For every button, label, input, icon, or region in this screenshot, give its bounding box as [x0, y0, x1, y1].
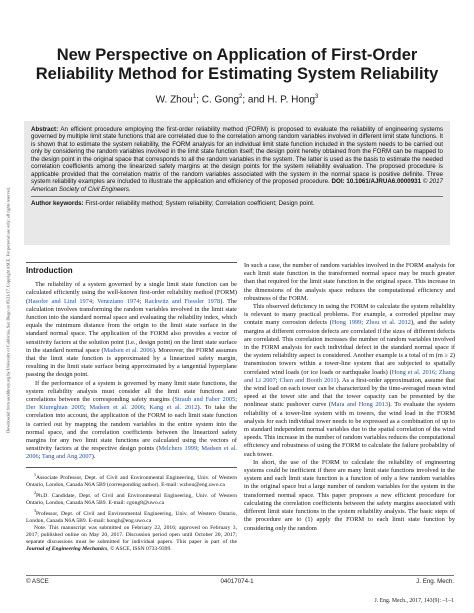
citation-link[interactable]: Chen and Booth 2011: [279, 376, 337, 384]
paragraph: If the performance of a system is governed by many limit state functions, the system reliability analysis must consider all the limit state functions and correlations between the corresponding safety margins (Straub and Faber 2005; Der Kiureghian 2005; Madsen et al. 2006; Kang et al. 2012). To take the correlation into account, the application of the FORM to each limit state function is carried out by mapping the random variables in the entire system into the normal space, and the correlation coefficients between the linearized safety margins for any two limit state functions are calculated using the vectors of sensitivity factors at the respective design points (Melchers 1999; Madsen et al. 2006; Tang and Ang 2007).: [26, 379, 237, 461]
citation-link[interactable]: Madsen et al. 2006: [89, 404, 144, 412]
citation-link[interactable]: Kang et al. 2012: [149, 404, 198, 412]
paragraph: In such a case, the number of random variables involved in the FORM analysis for each limit state function in the transformed normal space may be much greater than that required for the limit state function in the original space. This increase in the dimensions of the analysis space reduces the computational efficiency and robustness of the FORM.: [244, 262, 455, 302]
journal-name: Journal of Engineering Mechanics: [26, 546, 108, 553]
footnotes: [26, 467, 237, 554]
citation-link[interactable]: Zhou et al. 2012: [365, 319, 411, 327]
abstract-text: An efficient procedure employing the first-order reliability method (FORM) is proposed to evaluate the reliability of engineering systems governed by multiple limit state functions that are correlated due to the correlation among random variables involved in different limit state functions. It is shown that to estimate the system reliability, the FORM analysis for an individual limit state function included in the system needs to be carried out only by considering the random variables involved in the limit state function itself; the design point hereby obtained from the FORM can be mapped to the design point in the original space that corresponds to all the random variables in the system. The latter is used as the basis to estimate the needed correlation coefficients among the linearized safety margins at the design points for the system reliability evaluation. The proposed procedure is applicable provided that the correlation matrix of the random variables associated with the system in the normal space is positive definite. Three system reliability examples are included to illustrate the application and efficiency of the proposed procedure.: [31, 126, 443, 186]
author-2-affiliation-mark: 2: [239, 94, 243, 100]
right-column: [244, 262, 455, 533]
running-citation: J. Eng. Mech., 2017, 143(9): –1–1: [374, 598, 454, 604]
author-1: W. Zhou: [155, 94, 193, 106]
keywords: [31, 196, 443, 207]
doi-link[interactable]: DOI: 10.1061/AJRUA6.0000931: [331, 178, 422, 186]
citation-link[interactable]: Hasofer and Lind 1974: [28, 297, 93, 305]
keywords-label: Author keywords:: [31, 200, 84, 208]
footnote-2: $^2$Ph.D. Candidate, Dept. of Civil and Environmental Engineering, Univ. of Western Ontario, London, Canada N6A 5B9. E-mail: cgong8@uwo.ca: [26, 489, 237, 506]
keywords-text: First-order reliability method; System reliability; Correlation coefficient; Design point.: [85, 200, 315, 208]
download-notice-sidebar: [2, 70, 14, 550]
footer-article-number: 04017074-1: [220, 578, 254, 585]
citation-link[interactable]: Hong et al. 2016: [391, 368, 436, 376]
author-1-affiliation-mark: 1: [192, 94, 197, 100]
citation-link[interactable]: Zhang and Li 2007: [244, 368, 455, 384]
paragraph: In short, the use of the FORM to calculate the reliability of engineering systems could be inefficient if there are many limit state functions involved in the system and each limit state function is a function of only a few random variables in the original space but a large number of random variables for the system in the transformed normal space. This paper proposes a new efficient procedure for calculating the correlation coefficients between the safety margins associated with different limit state functions in the system reliability analysis. The basic steps of the procedure are to (1) apply the FORM to each limit state function by considering only the random: [244, 458, 455, 532]
author-3: H. P. Hong: [267, 94, 316, 106]
footnote-3: $^3$Professor, Dept. of Civil and Environmental Engineering, Univ. of Western Ontario, London, Canada N6A 5B9. E-mail: hongh@eng.uwo.ca: [26, 507, 237, 524]
section-heading-introduction: Introduction: [26, 262, 237, 275]
citation-link[interactable]: Madsen et al. 2006: [103, 346, 153, 354]
footnote-1: $^1$Associate Professor, Dept. of Civil and Environmental Engineering, Univ. of Western Ontario, London, Canada N6A 5B9 (corresponding author). E-mail: wzhou@eng.uwo.ca: [26, 471, 237, 488]
abstract-copyright: © 2017 American Society of Civil Engineers.: [31, 178, 443, 193]
paper-title: New Perspective on Application of First-Order Reliability Method for Estimating System Reliability: [35, 46, 439, 83]
paragraph: This observed deficiency in using the FORM to calculate the system reliability is relevant to many practical problems. For example, a corroded pipeline may contain many corrosion defects (Hong 1999; Zhou et al. 2012), and the safety margins at different corrosion defects are correlated if the sizes of different defects are correlated. This correlation increases the number of random variables involved in the FORM analysis for each individual defect in the standard normal space if the system reliability aspect is considered. Another example is a total of m (m ≥ 2) transmission towers within a tower-line system that are subjected to spatially correlated wind loads (or ice loads or earthquake loads) (Hong et al. 2016; Zhang and Li 2007; Chen and Booth 2011). As a first-order approximation, assume that the wind load on each tower can be characterized by the time-averaged mean wind speed at the tower site and that the tower capacity can be presented by the nonlinear static pushover curve (Mara and Hong 2013). To evaluate the system reliability of a tower-line system with m towers, the wind load in the FORM analysis for each individual tower needs to be expressed as a combination of up to m standard independent normal variables due to the spatial correlation of the wind speeds. This increase in the number of random variables reduces the computational efficiency and robustness of using the FORM to calculate the failure probability of each tower.: [244, 303, 455, 458]
citation-link[interactable]: Melchers 1999: [158, 445, 198, 453]
citation-link[interactable]: Veneziano 1974: [97, 297, 140, 305]
author-separator: ; and: [242, 94, 268, 106]
download-notice-text: Downloaded from ascelibrary.org by University of California, San Diego on 05/21/17. Copyright ASCE. For personal use only; all rights reserved.: [5, 187, 11, 433]
citation-link[interactable]: Tang and Ang 2007: [41, 453, 92, 461]
footer-rule: [26, 575, 454, 576]
abstract-box: [24, 121, 450, 245]
manuscript-note: Note. This manuscript was submitted on February 22, 2016; approved on February 3, 2017; published online on May 20, 2017. Discussion period open until October 20, 2017; separate discussions must be submitted for individual papers. This paper is part of the Journal of Engineering Mechanics, © ASCE, ISSN 0733-9399.: [26, 524, 237, 553]
citation-link[interactable]: Der Kiureghian 2005: [26, 404, 85, 412]
author-2: C. Gong: [201, 94, 240, 106]
footer-journal-abbrev: J. Eng. Mech.: [416, 578, 454, 585]
footer-copyright: © ASCE: [26, 578, 49, 585]
citation-link[interactable]: Straub and Faber 2005: [174, 396, 236, 404]
citation-link[interactable]: Mara and Hong 2013: [331, 401, 389, 409]
citation-link[interactable]: Madsen et al. 2006: [26, 445, 237, 461]
left-column: [26, 262, 237, 553]
abstract: [31, 126, 443, 193]
paragraph: The reliability of a system governed by a single limit state function can be calculated efficiently using the well-known first-order reliability method (FORM) (Hasofer and Lind 1974; Veneziano 1974; Rackwitz and Fiessler 1978). The calculation involves transforming the random variables involved in the limit state function into the standard normal space and evaluating the reliability index, which equals the minimum distance from the origin to the limit state surface in the standard normal space. The application of the FORM also provides a vector of sensitivity factors at the solution point (i.e., design point) on the limit state surface in the standard normal space (Madsen et al. 2006). Moreover, the FORM assumes that the limit state function is approximated by a linearized safety margin, resulting in the limit state surface being approximated by a tangential hyperplane passing the design point.: [26, 281, 238, 379]
author-3-affiliation-mark: 3: [315, 94, 319, 100]
citation-link[interactable]: Hong 1999: [331, 319, 362, 327]
abstract-label: Abstract:: [31, 126, 59, 133]
author-separator: ;: [196, 94, 202, 106]
author-list: [20, 94, 454, 105]
citation-link[interactable]: Rackwitz and Fiessler 1978: [144, 297, 221, 305]
